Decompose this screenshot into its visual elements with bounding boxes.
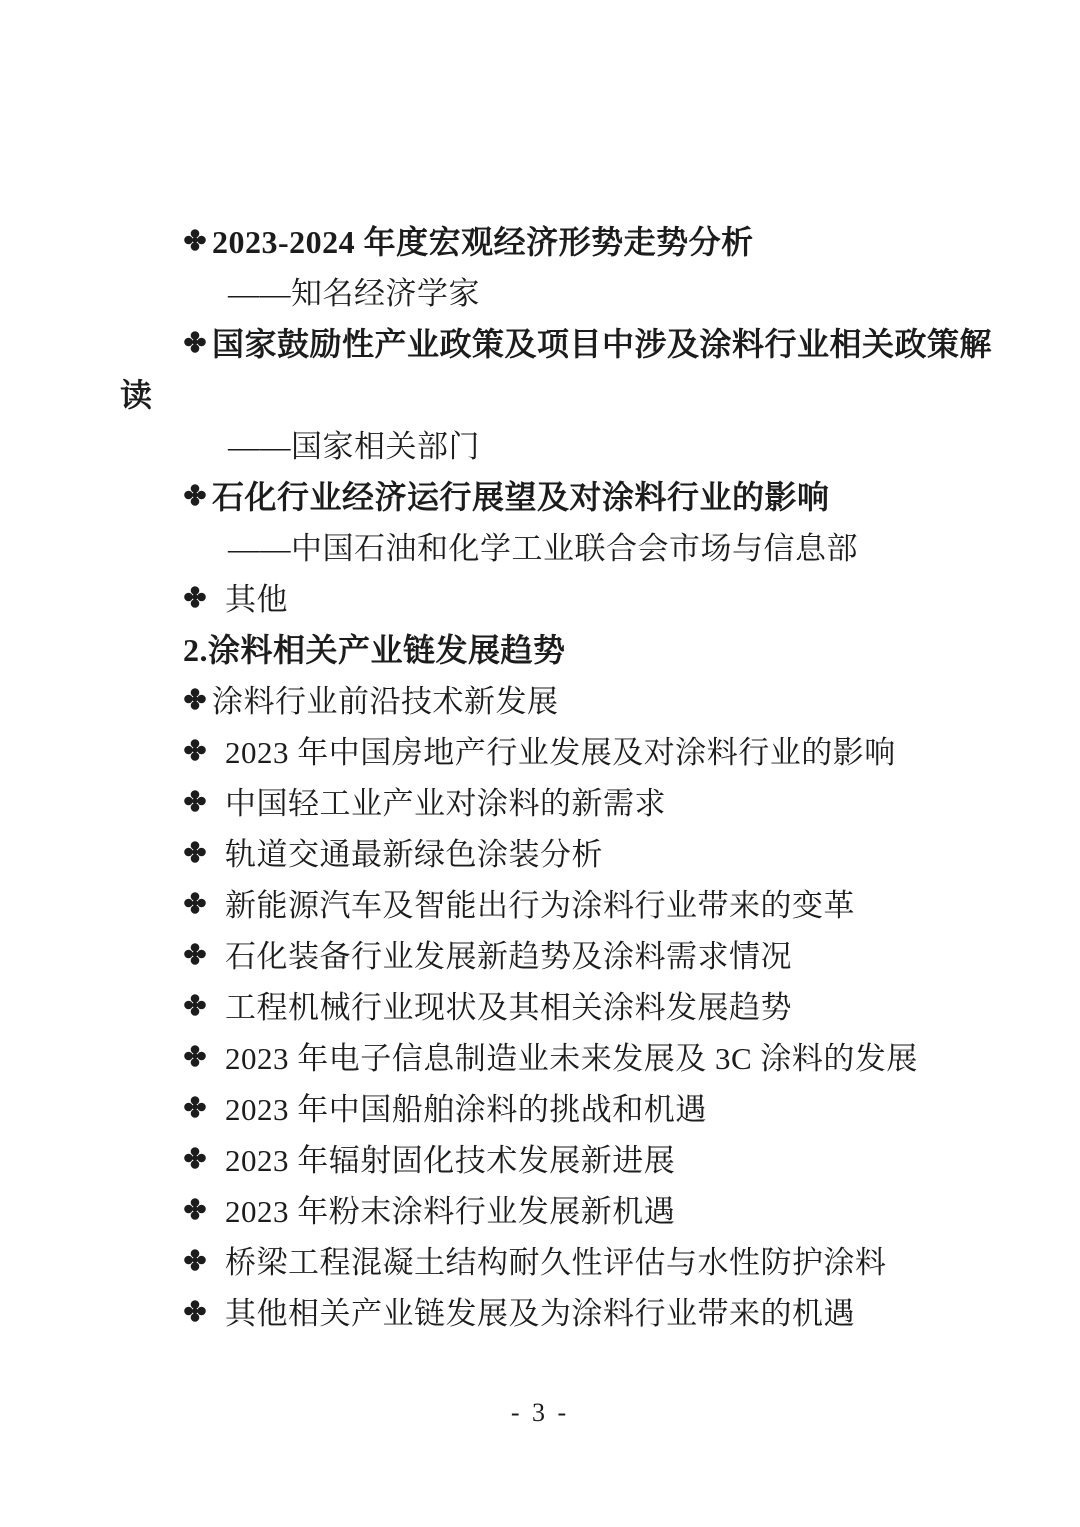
clover-bullet-icon	[183, 585, 207, 609]
clover-bullet-icon	[183, 789, 207, 813]
list-item	[183, 571, 968, 622]
list-item	[183, 826, 968, 877]
clover-bullet-icon	[183, 1197, 207, 1221]
list-item	[183, 775, 968, 826]
clover-bullet-icon	[183, 1248, 207, 1272]
clover-bullet-icon	[183, 738, 207, 762]
list-item-text: 2023 年中国房地产行业发展及对涂料行业的影响	[225, 735, 896, 770]
clover-bullet-icon	[183, 228, 207, 252]
list-item-text: 其他相关产业链发展及为涂料行业带来的机遇	[225, 1296, 855, 1331]
section-heading	[183, 622, 968, 673]
list-item	[183, 928, 968, 979]
list-item-text: 涂料行业前沿技术新发展	[212, 684, 559, 719]
list-item	[183, 316, 993, 367]
list-item	[183, 1030, 968, 1081]
list-item	[183, 877, 968, 928]
list-item	[183, 469, 968, 520]
list-item-text: 新能源汽车及智能出行为涂料行业带来的变革	[225, 888, 855, 923]
document-body	[120, 214, 993, 1336]
clover-bullet-icon	[183, 483, 207, 507]
list-item-continuation	[120, 367, 968, 418]
list-item-text: 桥梁工程混凝土结构耐久性评估与水性防护涂料	[225, 1245, 887, 1280]
attribution-text: ——国家相关部门	[228, 429, 480, 464]
list-item	[183, 673, 968, 724]
clover-bullet-icon	[183, 1299, 207, 1323]
clover-bullet-icon	[183, 840, 207, 864]
list-item-text: 轨道交通最新绿色涂装分析	[225, 837, 603, 872]
clover-bullet-icon	[183, 330, 207, 354]
clover-bullet-icon	[183, 993, 207, 1017]
section-heading-text: 2.涂料相关产业链发展趋势	[183, 631, 566, 668]
list-item-text: 读	[120, 376, 153, 413]
list-item	[183, 1285, 968, 1336]
attribution-line	[228, 520, 968, 571]
list-item	[183, 1132, 968, 1183]
page-number: - 3 -	[510, 1398, 570, 1427]
list-item-text: 中国轻工业产业对涂料的新需求	[225, 786, 666, 821]
list-item-text: 国家鼓励性产业政策及项目中涉及涂料行业相关政策解	[212, 325, 993, 362]
attribution-text: ——中国石油和化学工业联合会市场与信息部	[228, 531, 858, 566]
list-item	[183, 724, 968, 775]
list-item-text: 其他	[225, 582, 288, 617]
list-item-text: 2023 年辐射固化技术发展新进展	[225, 1143, 676, 1178]
attribution-text: ——知名经济学家	[228, 276, 480, 311]
clover-bullet-icon	[183, 1095, 207, 1119]
clover-bullet-icon	[183, 1044, 207, 1068]
attribution-line	[228, 418, 968, 469]
list-item	[183, 1183, 968, 1234]
list-item	[183, 1234, 968, 1285]
list-item-text: 2023 年粉末涂料行业发展新机遇	[225, 1194, 676, 1229]
list-item-text: 2023 年中国船舶涂料的挑战和机遇	[225, 1092, 707, 1127]
list-item-text: 石化装备行业发展新趋势及涂料需求情况	[225, 939, 792, 974]
list-item-text: 2023-2024 年度宏观经济形势走势分析	[212, 223, 754, 260]
list-item	[183, 1081, 968, 1132]
list-item-text: 工程机械行业现状及其相关涂料发展趋势	[225, 990, 792, 1025]
list-item	[183, 979, 968, 1030]
clover-bullet-icon	[183, 1146, 207, 1170]
list-item-text: 石化行业经济运行展望及对涂料行业的影响	[212, 478, 830, 515]
attribution-line	[228, 265, 968, 316]
clover-bullet-icon	[183, 687, 207, 711]
clover-bullet-icon	[183, 942, 207, 966]
clover-bullet-icon	[183, 891, 207, 915]
list-item	[183, 214, 968, 265]
list-item-text: 2023 年电子信息制造业未来发展及 3C 涂料的发展	[225, 1041, 918, 1076]
